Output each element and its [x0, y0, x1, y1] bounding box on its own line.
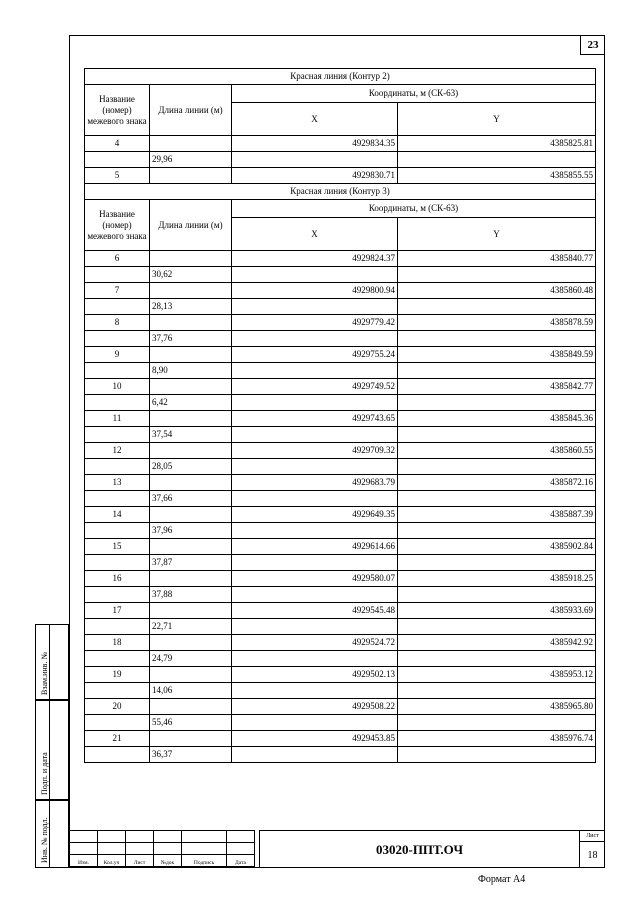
point-name: 17 — [85, 603, 150, 619]
line-length: 37,54 — [150, 427, 232, 443]
line-length: 37,76 — [150, 331, 232, 347]
empty-cell — [398, 715, 596, 731]
empty-cell — [398, 747, 596, 763]
coordinates-table — [84, 68, 596, 763]
point-row — [85, 571, 596, 587]
point-row — [85, 507, 596, 523]
empty-cell — [232, 395, 398, 411]
point-name: 4 — [85, 136, 150, 152]
length-row — [85, 363, 596, 379]
coord-y: 4385953.12 — [398, 667, 596, 683]
length-row — [85, 459, 596, 475]
length-row — [85, 715, 596, 731]
coord-x: 4929649.35 — [232, 507, 398, 523]
col-header-x: X — [232, 103, 398, 136]
line-length: 14,06 — [150, 683, 232, 699]
length-row — [85, 651, 596, 667]
coord-x: 4929830.71 — [232, 168, 398, 184]
coord-x: 4929580.07 — [232, 571, 398, 587]
stamp-col-ndok: №док — [154, 855, 182, 867]
empty-cell — [232, 523, 398, 539]
point-row — [85, 379, 596, 395]
line-length: 28,13 — [150, 299, 232, 315]
empty-cell — [232, 427, 398, 443]
point-row — [85, 315, 596, 331]
length-row — [85, 299, 596, 315]
empty-cell — [85, 651, 150, 667]
coord-x: 4929800.94 — [232, 283, 398, 299]
stamp-col-izm: Изм. — [70, 855, 98, 867]
empty-cell — [150, 571, 232, 587]
point-name: 20 — [85, 699, 150, 715]
coord-x: 4929453.85 — [232, 731, 398, 747]
coord-x: 4929614.66 — [232, 539, 398, 555]
empty-cell — [85, 587, 150, 603]
empty-cell — [232, 683, 398, 699]
length-row — [85, 267, 596, 283]
empty-cell — [232, 299, 398, 315]
col-header-coords: Координаты, м (СК-63) — [232, 200, 596, 218]
coord-y: 4385976.74 — [398, 731, 596, 747]
coord-x: 4929834.35 — [232, 136, 398, 152]
coord-y: 4385849.59 — [398, 347, 596, 363]
length-row — [85, 555, 596, 571]
empty-cell — [232, 747, 398, 763]
empty-cell — [232, 651, 398, 667]
length-row — [85, 491, 596, 507]
empty-cell — [398, 555, 596, 571]
empty-cell — [85, 427, 150, 443]
coord-x: 4929824.37 — [232, 251, 398, 267]
point-row — [85, 731, 596, 747]
point-row — [85, 168, 596, 184]
empty-cell — [150, 443, 232, 459]
coord-x: 4929779.42 — [232, 315, 398, 331]
empty-cell — [398, 491, 596, 507]
line-length: 36,37 — [150, 747, 232, 763]
side-label-podp: Подп. и дата — [40, 752, 49, 795]
point-name: 9 — [85, 347, 150, 363]
side-box-podp — [35, 700, 69, 800]
section-title: Красная линия (Контур 3) — [85, 184, 596, 200]
empty-cell — [150, 731, 232, 747]
length-row — [85, 152, 596, 168]
coord-y: 4385860.48 — [398, 283, 596, 299]
length-row — [85, 683, 596, 699]
point-name: 12 — [85, 443, 150, 459]
empty-cell — [398, 651, 596, 667]
point-row — [85, 283, 596, 299]
point-row — [85, 539, 596, 555]
line-length: 37,88 — [150, 587, 232, 603]
empty-cell — [232, 587, 398, 603]
empty-cell — [398, 299, 596, 315]
empty-cell — [150, 283, 232, 299]
empty-cell — [398, 587, 596, 603]
empty-cell — [150, 667, 232, 683]
line-length: 24,79 — [150, 651, 232, 667]
coord-y: 4385845.36 — [398, 411, 596, 427]
col-header-length: Длина линии (м) — [150, 200, 232, 251]
empty-cell — [398, 152, 596, 168]
coord-y: 4385887.39 — [398, 507, 596, 523]
empty-cell — [150, 315, 232, 331]
empty-cell — [150, 136, 232, 152]
point-name: 8 — [85, 315, 150, 331]
empty-cell — [398, 331, 596, 347]
empty-cell — [85, 747, 150, 763]
col-header-length: Длина линии (м) — [150, 85, 232, 136]
section-title: Красная линия (Контур 2) — [85, 69, 596, 85]
empty-cell — [232, 459, 398, 475]
point-row — [85, 251, 596, 267]
col-header-x: X — [232, 218, 398, 251]
point-row — [85, 635, 596, 651]
side-label-inv: Инв. № подл. — [40, 817, 49, 863]
format-label: Формат А4 — [478, 874, 526, 885]
col-header-coords: Координаты, м (СК-63) — [232, 85, 596, 103]
stamp-col-koluch: Кол.уч — [98, 855, 126, 867]
empty-cell — [85, 715, 150, 731]
line-length: 6,42 — [150, 395, 232, 411]
empty-cell — [398, 267, 596, 283]
empty-cell — [232, 363, 398, 379]
empty-cell — [232, 555, 398, 571]
length-row — [85, 427, 596, 443]
point-name: 18 — [85, 635, 150, 651]
sheet-box — [579, 830, 605, 868]
line-length: 37,87 — [150, 555, 232, 571]
point-row — [85, 136, 596, 152]
point-row — [85, 411, 596, 427]
coord-x: 4929502.13 — [232, 667, 398, 683]
sheet-label: Лист — [580, 831, 605, 842]
coord-y: 4385872.16 — [398, 475, 596, 491]
point-name: 14 — [85, 507, 150, 523]
empty-cell — [85, 555, 150, 571]
side-label-vzam: Взам.инв. № — [40, 651, 49, 695]
col-header-name: Название (номер) межевого знака — [85, 85, 150, 136]
empty-cell — [398, 619, 596, 635]
point-name: 21 — [85, 731, 150, 747]
coord-y: 4385842.77 — [398, 379, 596, 395]
stamp-col-list: Лист — [126, 855, 154, 867]
sheet-value: 18 — [587, 850, 598, 861]
coord-y: 4385933.69 — [398, 603, 596, 619]
point-row — [85, 443, 596, 459]
empty-cell — [85, 523, 150, 539]
coord-y: 4385860.55 — [398, 443, 596, 459]
line-length: 28,05 — [150, 459, 232, 475]
line-length: 55,46 — [150, 715, 232, 731]
point-name: 5 — [85, 168, 150, 184]
line-length: 37,96 — [150, 523, 232, 539]
point-name: 13 — [85, 475, 150, 491]
coord-x: 4929743.65 — [232, 411, 398, 427]
line-length: 30,62 — [150, 267, 232, 283]
point-name: 15 — [85, 539, 150, 555]
point-name: 19 — [85, 667, 150, 683]
empty-cell — [232, 715, 398, 731]
document-code: 03020-ППТ.ОЧ — [259, 830, 579, 868]
point-row — [85, 667, 596, 683]
empty-cell — [85, 267, 150, 283]
empty-cell — [85, 491, 150, 507]
empty-cell — [150, 411, 232, 427]
empty-cell — [150, 475, 232, 491]
coord-x: 4929755.24 — [232, 347, 398, 363]
coord-y: 4385840.77 — [398, 251, 596, 267]
empty-cell — [232, 152, 398, 168]
point-row — [85, 699, 596, 715]
point-name: 11 — [85, 411, 150, 427]
coord-x: 4929545.48 — [232, 603, 398, 619]
empty-cell — [150, 379, 232, 395]
coord-x: 4929524.72 — [232, 635, 398, 651]
empty-cell — [398, 427, 596, 443]
empty-cell — [398, 459, 596, 475]
title-block — [69, 830, 605, 868]
point-name: 6 — [85, 251, 150, 267]
empty-cell — [150, 507, 232, 523]
length-row — [85, 747, 596, 763]
point-row — [85, 603, 596, 619]
point-row — [85, 347, 596, 363]
coord-x: 4929683.79 — [232, 475, 398, 491]
point-name: 10 — [85, 379, 150, 395]
empty-cell — [85, 299, 150, 315]
col-header-y: Y — [398, 218, 596, 251]
point-row — [85, 475, 596, 491]
coord-y: 4385825.81 — [398, 136, 596, 152]
empty-cell — [150, 347, 232, 363]
empty-cell — [232, 331, 398, 347]
line-length: 22,71 — [150, 619, 232, 635]
empty-cell — [150, 251, 232, 267]
side-box-inv — [35, 800, 69, 868]
line-length: 37,66 — [150, 491, 232, 507]
empty-cell — [85, 683, 150, 699]
coord-y: 4385878.59 — [398, 315, 596, 331]
point-name: 16 — [85, 571, 150, 587]
empty-cell — [150, 603, 232, 619]
coord-x: 4929508.22 — [232, 699, 398, 715]
length-row — [85, 619, 596, 635]
coord-x: 4929749.52 — [232, 379, 398, 395]
coord-y: 4385902.84 — [398, 539, 596, 555]
coord-y: 4385918.25 — [398, 571, 596, 587]
coord-x: 4929709.32 — [232, 443, 398, 459]
col-header-name: Название (номер) межевого знака — [85, 200, 150, 251]
page-number: 23 — [580, 35, 605, 55]
coord-y: 4385942.92 — [398, 635, 596, 651]
length-row — [85, 331, 596, 347]
coord-y: 4385965.80 — [398, 699, 596, 715]
empty-cell — [85, 331, 150, 347]
length-row — [85, 587, 596, 603]
empty-cell — [150, 168, 232, 184]
side-box-vzam — [35, 624, 69, 700]
empty-cell — [150, 635, 232, 651]
empty-cell — [398, 363, 596, 379]
empty-cell — [232, 267, 398, 283]
empty-cell — [150, 699, 232, 715]
col-header-y: Y — [398, 103, 596, 136]
empty-cell — [150, 539, 232, 555]
length-row — [85, 523, 596, 539]
stamp-col-data: Дата — [227, 855, 255, 867]
empty-cell — [398, 523, 596, 539]
empty-cell — [85, 395, 150, 411]
empty-cell — [85, 459, 150, 475]
empty-cell — [398, 683, 596, 699]
empty-cell — [232, 491, 398, 507]
empty-cell — [85, 152, 150, 168]
line-length: 8,90 — [150, 363, 232, 379]
point-name: 7 — [85, 283, 150, 299]
empty-cell — [85, 363, 150, 379]
empty-cell — [85, 619, 150, 635]
empty-cell — [398, 395, 596, 411]
empty-cell — [232, 619, 398, 635]
stamp-col-podpis: Подпись — [182, 855, 227, 867]
length-row — [85, 395, 596, 411]
coord-y: 4385855.55 — [398, 168, 596, 184]
line-length: 29,96 — [150, 152, 232, 168]
